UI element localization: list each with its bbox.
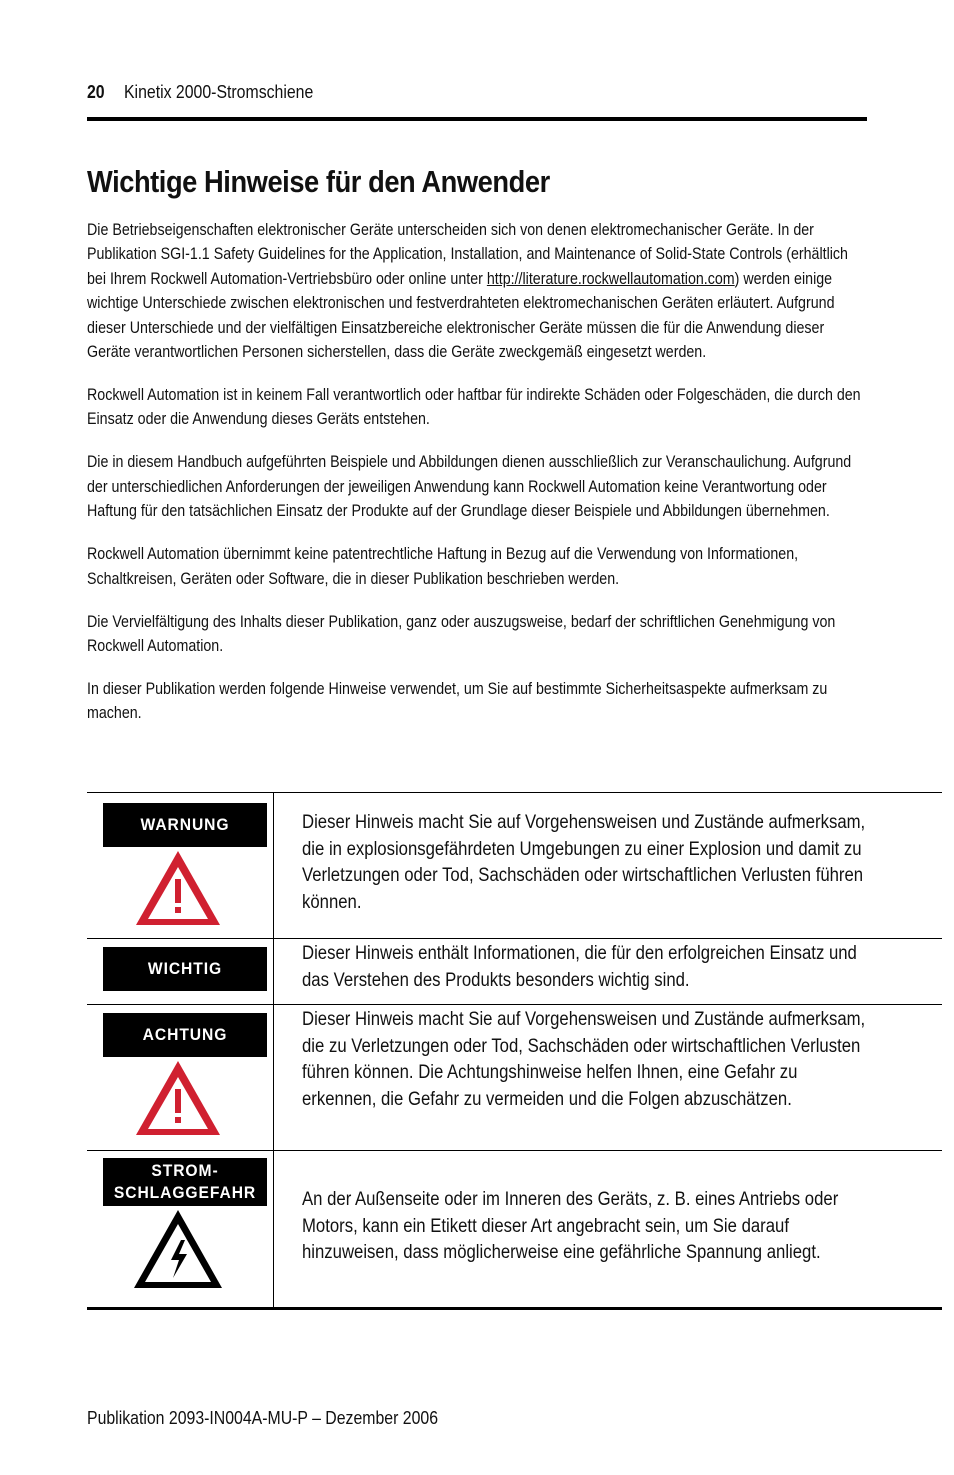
strom-label-line-2: SCHLAGGEFAHR bbox=[113, 1183, 256, 1202]
electric-shock-triangle-icon bbox=[87, 1206, 273, 1294]
warnung-text: Dieser Hinweis macht Sie auf Vorgehensweisen und Zustände aufmerksam, die in explosionsgefährdeten Umgebungen zu einer Explosion und damit zu Verletzungen oder Tod, Sachschäden oder wirtschaftlichen Verlusten führen können. bbox=[302, 812, 866, 913]
paragraph-3: Die in diesem Handbuch aufgeführten Beispiele und Abbildungen dienen ausschließlich zur Veranschaulichung. Aufgrund der unterschiedlichen Anforderungen der jeweiligen Anwendung kann Rockwell Automation keine Verantwortung oder Haftung für den tatsächlichen Einsatz der Produkte auf der Grundlage dieser Beispiele und Abbildungen übernehmen. bbox=[87, 453, 852, 521]
wichtig-tag bbox=[103, 947, 267, 991]
strom-tag bbox=[103, 1158, 267, 1206]
running-header bbox=[87, 82, 773, 103]
page-footer: Publikation 2093-IN004A-MU-P – Dezember 2006 bbox=[87, 1408, 439, 1428]
notice-label-cell bbox=[87, 793, 274, 939]
page-title: Wichtige Hinweise für den Anwender bbox=[87, 164, 550, 199]
body-text bbox=[87, 218, 870, 744]
paragraph-4: Rockwell Automation übernimmt keine patentrechtliche Haftung in Bezug auf die Verwendung von Informationen, Schaltkreisen, Geräten oder Software, die in dieser Publikation beschrieben werden. bbox=[87, 545, 799, 588]
paragraph-1-part-a: Die Betriebseigenschaften elektronischer Geräte unterscheiden sich von denen elektromechanischer Geräte. In der Publikation SGI-1.1 Safety Guidelines for the Application, Installation, and Maintenance of Solid-State Controls (erhältlich bei Ihrem Rockwell Automation-Vertriebsbüro oder online unter bbox=[87, 221, 848, 288]
warning-triangle-icon bbox=[87, 847, 273, 929]
warning-triangle-icon bbox=[87, 1057, 273, 1139]
notice-row-achtung bbox=[87, 1005, 942, 1151]
literature-link[interactable]: http://literature.rockwellautomation.com bbox=[486, 269, 735, 288]
achtung-tag bbox=[103, 1013, 267, 1057]
notice-label-cell bbox=[87, 1005, 274, 1151]
achtung-text: Dieser Hinweis macht Sie auf Vorgehensweisen und Zustände aufmerksam, die zu Verletzungen oder Tod, Sachschäden oder wirtschaftlichen Verlusten führen können. Die Achtungshinweise helfen Ihnen, eine Gefahr zu erkennen, die Gefahr zu vermeiden und die Folgen abzuschätzen. bbox=[302, 1009, 866, 1110]
strom-text: An der Außenseite oder im Inneren des Geräts, z. B. eines Antriebs oder Motors, kann ein Etikett dieser Art angebracht sein, um Sie darauf hinzuweisen, dass möglicherweise eine gefährliche Spannung anliegt. bbox=[302, 1189, 839, 1263]
notice-row-wichtig bbox=[87, 939, 942, 1005]
strom-label-line-1: STROM- bbox=[150, 1161, 219, 1180]
notice-text-cell bbox=[274, 939, 943, 1005]
header-rule bbox=[87, 117, 867, 121]
notice-text-cell bbox=[274, 1005, 943, 1151]
warnung-tag bbox=[103, 803, 267, 847]
achtung-label: ACHTUNG bbox=[142, 1025, 227, 1044]
paragraph-1 bbox=[87, 218, 870, 364]
wichtig-label: WICHTIG bbox=[147, 959, 222, 978]
wichtig-text: Dieser Hinweis enthält Informationen, die für den erfolgreichen Einsatz und das Verstehen des Produkts besonders wichtig sind. bbox=[302, 943, 857, 991]
notice-row-strom bbox=[87, 1151, 942, 1309]
notice-table bbox=[87, 792, 942, 1310]
notice-label-cell bbox=[87, 939, 274, 1005]
notice-text-cell bbox=[274, 793, 943, 939]
running-title: Kinetix 2000-Stromschiene bbox=[123, 82, 314, 102]
paragraph-5: Die Vervielfältigung des Inhalts dieser Publikation, ganz oder auszugsweise, bedarf der schriftlichen Genehmigung von Rockwell Automation. bbox=[87, 612, 836, 656]
notice-row-warnung bbox=[87, 793, 942, 939]
notice-text-cell bbox=[274, 1151, 943, 1309]
page-number: 20 bbox=[87, 82, 105, 102]
warnung-label: WARNUNG bbox=[140, 815, 229, 834]
notice-label-cell bbox=[87, 1151, 274, 1309]
paragraph-6: In dieser Publikation werden folgende Hinweise verwendet, um Sie auf bestimmte Sicherheitsaspekte aufmerksam zu machen. bbox=[87, 680, 828, 723]
paragraph-2: Rockwell Automation ist in keinem Fall verantwortlich oder haftbar für indirekte Schäden oder Folgeschäden, die durch den Einsatz oder die Anwendung dieses Geräts entstehen. bbox=[87, 386, 861, 429]
paragraph-1-part-b: ) werden einige wichtige Unterschiede zwischen elektronischen und festverdrahteten elektromechanischen Geräten erläutert. Aufgrund dieser Unterschiede und der vielfältigen Einsatzbereiche elektronischer Geräte müssen die für die Anwendung dieser Geräte verantwortlichen Personen sicherstellen, dass die Geräte zweckgemäß eingesetzt werden. bbox=[87, 269, 835, 362]
